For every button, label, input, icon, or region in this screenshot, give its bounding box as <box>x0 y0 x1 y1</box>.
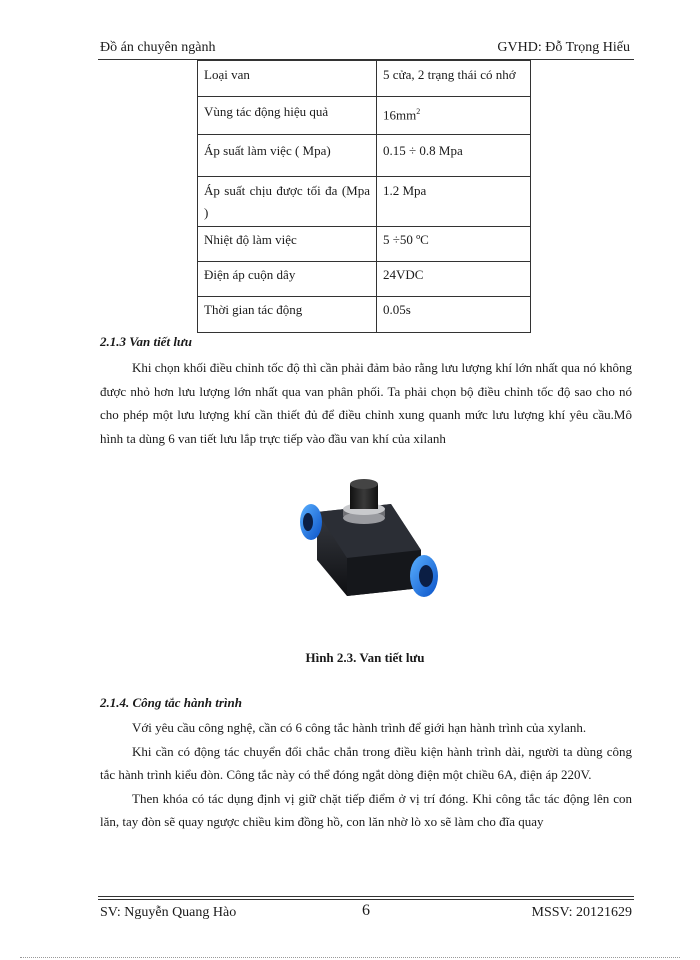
header-right: GVHD: Đỗ Trọng Hiếu <box>497 40 630 55</box>
spec-value: 0.05s <box>377 297 531 333</box>
section-214-body <box>100 716 632 834</box>
table-row <box>198 262 531 297</box>
spec-label: Thời gian tác động <box>198 297 377 333</box>
spec-label: Nhiệt độ làm việc <box>198 227 377 262</box>
spec-value: 5 cửa, 2 trạng thái có nhớ <box>377 61 531 97</box>
page-edge-dotted-line <box>20 957 680 958</box>
flow-control-valve-image <box>295 478 445 608</box>
figure-caption: Hình 2.3. Van tiết lưu <box>305 650 425 665</box>
section-heading-213: 2.1.3 Van tiết lưu <box>100 334 192 349</box>
header-left: Đồ án chuyên ngành <box>100 40 216 55</box>
table-row <box>198 177 531 227</box>
spec-value-cell <box>377 97 531 135</box>
table-row <box>198 97 531 135</box>
paragraph: Với yêu cầu công nghệ, cần có 6 công tắc hành trình để giới hạn hành trình của xylanh. <box>132 720 587 735</box>
table-row <box>198 297 531 333</box>
page-number: 6 <box>362 902 370 919</box>
spec-value: 0.15 ÷ 0.8 Mpa <box>377 135 531 177</box>
spec-label: Vùng tác động hiệu quả <box>198 97 377 135</box>
paragraph: Then khóa có tác dụng định vị giữ chặt tiếp điểm ở vị trí đóng. Khi công tắc tác động lên con lăn, tay đòn sẽ quay ngược chiều kim đồng hồ, con lăn nhờ lò xo sẽ làm cho đĩa quay <box>100 790 632 829</box>
section-heading-214: 2.1.4. Công tắc hành trình <box>100 695 242 710</box>
spec-value-superscript: 2 <box>416 107 421 116</box>
footer-student: SV: Nguyễn Quang Hào <box>100 905 237 920</box>
table-row <box>198 227 531 262</box>
spec-value: 1.2 Mpa <box>377 177 531 227</box>
section-213-body <box>100 356 632 450</box>
paragraph: Khi chọn khối điều chỉnh tốc độ thì cần phải đảm bảo rằng lưu lượng khí lớn nhất qua nó không được nhỏ hơn lưu lượng lớn nhất qua van phân phối. Ta phải chọn bộ điều chỉnh tốc độ sao cho nó cho phép một lưu lượng khí cần thiết đủ để điều chỉnh xung quanh mức lưu lượng khí yêu cầu.Mô hình ta dùng 6 van tiết lưu lắp trực tiếp vào đầu van khí của xilanh <box>100 360 632 446</box>
spec-table <box>197 60 531 333</box>
spec-value: 5 ÷50 ºC <box>377 227 531 262</box>
spec-value: 16mm <box>383 107 417 123</box>
footer-rule-double <box>98 899 634 900</box>
footer-student-id: MSSV: 20121629 <box>531 905 632 920</box>
spec-label: Loại van <box>198 61 377 97</box>
table-row <box>198 135 531 177</box>
spec-label: Áp suất chịu được tối đa (Mpa ) <box>198 177 377 227</box>
table-row <box>198 61 531 97</box>
spec-label: Áp suất làm việc ( Mpa) <box>198 135 377 177</box>
footer-rule <box>98 896 634 897</box>
paragraph: Khi cần có động tác chuyển đổi chắc chắn trong điều kiện hành trình dài, người ta dùng công tắc hành trình kiểu đòn. Công tắc này có thể đóng ngắt dòng điện một chiều 6A, điện áp 220V. <box>100 743 632 782</box>
spec-value: 24VDC <box>377 262 531 297</box>
spec-label: Điện áp cuộn dây <box>198 262 377 297</box>
